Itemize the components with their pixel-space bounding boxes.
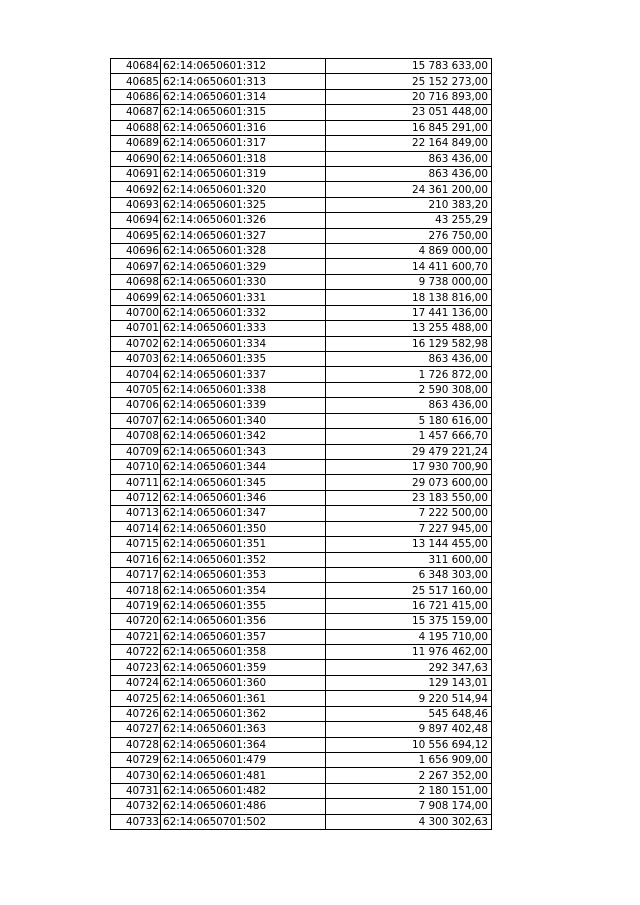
table-row: [111, 352, 492, 367]
row-number-cell: 40728: [111, 737, 161, 752]
cadastral-number-cell: 62:14:0650601:346: [161, 490, 326, 505]
table-row: [111, 459, 492, 474]
table-row: [111, 151, 492, 166]
table-row: [111, 567, 492, 582]
value-cell: 16 845 291,00: [326, 120, 492, 135]
value-cell: 17 441 136,00: [326, 305, 492, 320]
data-table: [110, 58, 492, 830]
value-cell: 7 908 174,00: [326, 799, 492, 814]
cadastral-number-cell: 62:14:0650601:357: [161, 629, 326, 644]
row-number-cell: 40697: [111, 259, 161, 274]
row-number-cell: 40724: [111, 675, 161, 690]
row-number-cell: 40704: [111, 367, 161, 382]
row-number-cell: 40685: [111, 74, 161, 89]
cadastral-number-cell: 62:14:0650601:331: [161, 290, 326, 305]
table-row: [111, 105, 492, 120]
table-row: [111, 166, 492, 181]
table-row: [111, 444, 492, 459]
row-number-cell: 40725: [111, 691, 161, 706]
cadastral-number-cell: 62:14:0650601:360: [161, 675, 326, 690]
row-number-cell: 40711: [111, 475, 161, 490]
table-row: [111, 305, 492, 320]
cadastral-number-cell: 62:14:0650601:482: [161, 783, 326, 798]
table-row: [111, 675, 492, 690]
value-cell: 311 600,00: [326, 552, 492, 567]
row-number-cell: 40732: [111, 799, 161, 814]
value-cell: 2 180 151,00: [326, 783, 492, 798]
table-row: [111, 737, 492, 752]
value-cell: 29 479 221,24: [326, 444, 492, 459]
cadastral-number-cell: 62:14:0650601:325: [161, 197, 326, 212]
table-row: [111, 59, 492, 74]
table-row: [111, 660, 492, 675]
cadastral-number-cell: 62:14:0650601:355: [161, 598, 326, 613]
table-row: [111, 475, 492, 490]
table-row: [111, 691, 492, 706]
cadastral-number-cell: 62:14:0650601:342: [161, 429, 326, 444]
row-number-cell: 40717: [111, 567, 161, 582]
row-number-cell: 40731: [111, 783, 161, 798]
cadastral-number-cell: 62:14:0650601:335: [161, 352, 326, 367]
table-row: [111, 506, 492, 521]
value-cell: 863 436,00: [326, 352, 492, 367]
row-number-cell: 40720: [111, 614, 161, 629]
value-cell: 23 183 550,00: [326, 490, 492, 505]
cadastral-number-cell: 62:14:0650601:333: [161, 321, 326, 336]
table-row: [111, 614, 492, 629]
table-row: [111, 228, 492, 243]
value-cell: 1 656 909,00: [326, 752, 492, 767]
row-number-cell: 40692: [111, 182, 161, 197]
cadastral-number-cell: 62:14:0650601:481: [161, 768, 326, 783]
row-number-cell: 40688: [111, 120, 161, 135]
value-cell: 15 783 633,00: [326, 59, 492, 74]
table-row: [111, 259, 492, 274]
value-cell: 25 517 160,00: [326, 583, 492, 598]
value-cell: 29 073 600,00: [326, 475, 492, 490]
cadastral-number-cell: 62:14:0650601:314: [161, 89, 326, 104]
cadastral-number-cell: 62:14:0650601:313: [161, 74, 326, 89]
value-cell: 292 347,63: [326, 660, 492, 675]
value-cell: 5 180 616,00: [326, 413, 492, 428]
cadastral-number-cell: 62:14:0650601:352: [161, 552, 326, 567]
row-number-cell: 40729: [111, 752, 161, 767]
row-number-cell: 40716: [111, 552, 161, 567]
table-row: [111, 722, 492, 737]
value-cell: 863 436,00: [326, 398, 492, 413]
table-row: [111, 367, 492, 382]
cadastral-number-cell: 62:14:0650601:486: [161, 799, 326, 814]
value-cell: 10 556 694,12: [326, 737, 492, 752]
row-number-cell: 40684: [111, 59, 161, 74]
cadastral-number-cell: 62:14:0650601:316: [161, 120, 326, 135]
row-number-cell: 40719: [111, 598, 161, 613]
cadastral-number-cell: 62:14:0650701:502: [161, 814, 326, 829]
value-cell: 129 143,01: [326, 675, 492, 690]
value-cell: 22 164 849,00: [326, 136, 492, 151]
table-row: [111, 336, 492, 351]
cadastral-number-cell: 62:14:0650601:328: [161, 244, 326, 259]
table-row: [111, 552, 492, 567]
cadastral-number-cell: 62:14:0650601:344: [161, 459, 326, 474]
row-number-cell: 40721: [111, 629, 161, 644]
table-row: [111, 413, 492, 428]
row-number-cell: 40708: [111, 429, 161, 444]
row-number-cell: 40730: [111, 768, 161, 783]
cadastral-number-cell: 62:14:0650601:330: [161, 274, 326, 289]
row-number-cell: 40713: [111, 506, 161, 521]
table-row: [111, 197, 492, 212]
row-number-cell: 40690: [111, 151, 161, 166]
value-cell: 7 227 945,00: [326, 521, 492, 536]
row-number-cell: 40702: [111, 336, 161, 351]
table-row: [111, 490, 492, 505]
table-row: [111, 74, 492, 89]
value-cell: 9 738 000,00: [326, 274, 492, 289]
row-number-cell: 40691: [111, 166, 161, 181]
table-row: [111, 274, 492, 289]
value-cell: 1 726 872,00: [326, 367, 492, 382]
cadastral-number-cell: 62:14:0650601:329: [161, 259, 326, 274]
table-row: [111, 429, 492, 444]
cadastral-number-cell: 62:14:0650601:362: [161, 706, 326, 721]
table-row: [111, 537, 492, 552]
table-body: [111, 59, 492, 830]
cadastral-number-cell: 62:14:0650601:354: [161, 583, 326, 598]
value-cell: 16 721 415,00: [326, 598, 492, 613]
cadastral-number-cell: 62:14:0650601:334: [161, 336, 326, 351]
value-cell: 18 138 816,00: [326, 290, 492, 305]
table-row: [111, 752, 492, 767]
value-cell: 13 255 488,00: [326, 321, 492, 336]
row-number-cell: 40686: [111, 89, 161, 104]
cadastral-number-cell: 62:14:0650601:338: [161, 382, 326, 397]
table-row: [111, 120, 492, 135]
cadastral-number-cell: 62:14:0650601:364: [161, 737, 326, 752]
row-number-cell: 40722: [111, 645, 161, 660]
cadastral-number-cell: 62:14:0650601:347: [161, 506, 326, 521]
value-cell: 11 976 462,00: [326, 645, 492, 660]
row-number-cell: 40699: [111, 290, 161, 305]
value-cell: 14 411 600,70: [326, 259, 492, 274]
cadastral-number-cell: 62:14:0650601:350: [161, 521, 326, 536]
value-cell: 863 436,00: [326, 151, 492, 166]
table-row: [111, 768, 492, 783]
cadastral-number-cell: 62:14:0650601:361: [161, 691, 326, 706]
table-row: [111, 382, 492, 397]
row-number-cell: 40709: [111, 444, 161, 459]
value-cell: 4 300 302,63: [326, 814, 492, 829]
value-cell: 43 255,29: [326, 213, 492, 228]
value-cell: 16 129 582,98: [326, 336, 492, 351]
value-cell: 25 152 273,00: [326, 74, 492, 89]
cadastral-number-cell: 62:14:0650601:479: [161, 752, 326, 767]
table-row: [111, 799, 492, 814]
value-cell: 6 348 303,00: [326, 567, 492, 582]
row-number-cell: 40718: [111, 583, 161, 598]
cadastral-number-cell: 62:14:0650601:345: [161, 475, 326, 490]
value-cell: 4 195 710,00: [326, 629, 492, 644]
cadastral-number-cell: 62:14:0650601:332: [161, 305, 326, 320]
table-row: [111, 706, 492, 721]
cadastral-number-cell: 62:14:0650601:319: [161, 166, 326, 181]
cadastral-number-cell: 62:14:0650601:315: [161, 105, 326, 120]
table-row: [111, 89, 492, 104]
row-number-cell: 40712: [111, 490, 161, 505]
row-number-cell: 40700: [111, 305, 161, 320]
table-row: [111, 136, 492, 151]
table-row: [111, 598, 492, 613]
table-row: [111, 182, 492, 197]
value-cell: 2 267 352,00: [326, 768, 492, 783]
value-cell: 863 436,00: [326, 166, 492, 181]
value-cell: 210 383,20: [326, 197, 492, 212]
value-cell: 276 750,00: [326, 228, 492, 243]
row-number-cell: 40726: [111, 706, 161, 721]
row-number-cell: 40693: [111, 197, 161, 212]
cadastral-number-cell: 62:14:0650601:320: [161, 182, 326, 197]
value-cell: 23 051 448,00: [326, 105, 492, 120]
cadastral-number-cell: 62:14:0650601:312: [161, 59, 326, 74]
value-cell: 15 375 159,00: [326, 614, 492, 629]
value-cell: 9 897 402,48: [326, 722, 492, 737]
value-cell: 1 457 666,70: [326, 429, 492, 444]
cadastral-number-cell: 62:14:0650601:318: [161, 151, 326, 166]
cadastral-number-cell: 62:14:0650601:358: [161, 645, 326, 660]
cadastral-number-cell: 62:14:0650601:356: [161, 614, 326, 629]
table-row: [111, 290, 492, 305]
row-number-cell: 40698: [111, 274, 161, 289]
value-cell: 7 222 500,00: [326, 506, 492, 521]
table-row: [111, 213, 492, 228]
cadastral-number-cell: 62:14:0650601:340: [161, 413, 326, 428]
table-row: [111, 814, 492, 829]
table-row: [111, 244, 492, 259]
table-row: [111, 321, 492, 336]
cadastral-number-cell: 62:14:0650601:363: [161, 722, 326, 737]
cadastral-number-cell: 62:14:0650601:317: [161, 136, 326, 151]
table-row: [111, 521, 492, 536]
value-cell: 545 648,46: [326, 706, 492, 721]
table-row: [111, 583, 492, 598]
row-number-cell: 40687: [111, 105, 161, 120]
value-cell: 24 361 200,00: [326, 182, 492, 197]
cadastral-number-cell: 62:14:0650601:351: [161, 537, 326, 552]
cadastral-number-cell: 62:14:0650601:339: [161, 398, 326, 413]
cadastral-number-cell: 62:14:0650601:326: [161, 213, 326, 228]
value-cell: 13 144 455,00: [326, 537, 492, 552]
row-number-cell: 40689: [111, 136, 161, 151]
row-number-cell: 40705: [111, 382, 161, 397]
row-number-cell: 40703: [111, 352, 161, 367]
row-number-cell: 40715: [111, 537, 161, 552]
cadastral-number-cell: 62:14:0650601:359: [161, 660, 326, 675]
row-number-cell: 40706: [111, 398, 161, 413]
cadastral-number-cell: 62:14:0650601:337: [161, 367, 326, 382]
value-cell: 4 869 000,00: [326, 244, 492, 259]
row-number-cell: 40694: [111, 213, 161, 228]
value-cell: 17 930 700,90: [326, 459, 492, 474]
table-row: [111, 398, 492, 413]
table-row: [111, 629, 492, 644]
row-number-cell: 40727: [111, 722, 161, 737]
row-number-cell: 40723: [111, 660, 161, 675]
value-cell: 9 220 514,94: [326, 691, 492, 706]
value-cell: 20 716 893,00: [326, 89, 492, 104]
row-number-cell: 40707: [111, 413, 161, 428]
row-number-cell: 40710: [111, 459, 161, 474]
row-number-cell: 40714: [111, 521, 161, 536]
cadastral-number-cell: 62:14:0650601:327: [161, 228, 326, 243]
cadastral-number-cell: 62:14:0650601:353: [161, 567, 326, 582]
row-number-cell: 40701: [111, 321, 161, 336]
table-row: [111, 783, 492, 798]
value-cell: 2 590 308,00: [326, 382, 492, 397]
table-row: [111, 645, 492, 660]
row-number-cell: 40696: [111, 244, 161, 259]
cadastral-number-cell: 62:14:0650601:343: [161, 444, 326, 459]
row-number-cell: 40695: [111, 228, 161, 243]
row-number-cell: 40733: [111, 814, 161, 829]
